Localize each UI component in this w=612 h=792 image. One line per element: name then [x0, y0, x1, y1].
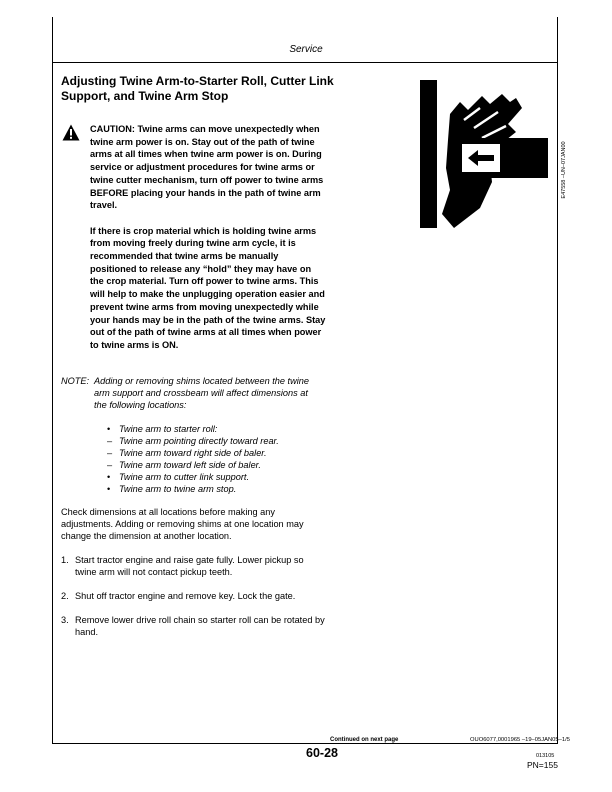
step-text: Shut off tractor engine and remove key. Lock the gate.	[75, 591, 296, 601]
pn-label: PN=155	[527, 760, 558, 770]
step-number: 1.	[61, 555, 69, 565]
caution-paragraph: If there is crop material which is holding twine arms from moving freely during twine arm cycle, it is recommended that twine arms be manually positioned to release any “hold” they may have on the crop material. Turn off power to twine arms. This will help to make the unplugging operation easier and prevent twine arms from moving unexpectedly while your hands may be in the path of the twine arms. Stay out of the path of twine arms at all times when power to twine arms is ON.	[90, 225, 326, 350]
page-title: Adjusting Twine Arm-to-Starter Roll, Cutter Link Support, and Twine Arm Stop	[61, 74, 334, 103]
list-item: • Twine arm to cutter link support.	[107, 471, 337, 483]
header-rule	[52, 62, 558, 63]
step-number: 3.	[61, 615, 69, 625]
caution-paragraph: CAUTION: Twine arms can move unexpectedly when twine arm power is on. Stay out of the path of twine arms at all times when twine arm power is on. During service or adjustment procedures for twine arms or twine cutter mechanism, turn off power to twine arms BEFORE placing your hands in the path of twine arm travel.	[90, 124, 324, 211]
step-number: 2.	[61, 591, 69, 601]
step-list	[61, 554, 327, 650]
figure-id-text: E47558 –UN–07JAN00	[561, 141, 567, 199]
continued-note: Continued on next page	[330, 737, 399, 743]
document-code: OUO6077,0001965 –19–05JAN05–1/5	[470, 737, 570, 743]
figure-id	[559, 125, 569, 215]
section-header: Service	[289, 44, 323, 55]
warning-triangle-icon	[62, 124, 80, 141]
list-item: – Twine arm toward right side of baler.	[107, 447, 337, 459]
step-text: Remove lower drive roll chain so starter roll can be rotated by hand.	[75, 615, 325, 637]
location-list	[107, 423, 337, 495]
page-frame-right	[557, 17, 558, 744]
page-frame-left	[52, 17, 53, 744]
caution-block	[90, 123, 326, 352]
footer-rule	[52, 743, 558, 744]
list-item: – Twine arm pointing directly toward rear.	[107, 435, 337, 447]
list-item: • Twine arm to twine arm stop.	[107, 483, 337, 495]
note-text: Adding or removing shims located between the twine arm support and crossbeam will affect dimensions at the following locations:	[94, 376, 310, 410]
hand-crush-hazard-icon	[402, 80, 550, 230]
list-item: • Twine arm to starter roll:	[107, 423, 337, 435]
step-text: Start tractor engine and raise gate fully. Lower pickup so twine arm will not contact pickup teeth.	[75, 555, 304, 577]
list-item: – Twine arm toward left side of baler.	[107, 459, 337, 471]
note-label: NOTE:	[61, 376, 90, 386]
date-code: 013105	[536, 753, 555, 759]
check-paragraph: Check dimensions at all locations before making any adjustments. Adding or removing shims at one location may change the dimension at another location.	[61, 507, 304, 541]
page-number: 60-28	[306, 746, 338, 760]
note-block	[61, 375, 321, 411]
step-item	[61, 590, 327, 602]
step-item	[61, 614, 327, 638]
step-item	[61, 554, 327, 578]
